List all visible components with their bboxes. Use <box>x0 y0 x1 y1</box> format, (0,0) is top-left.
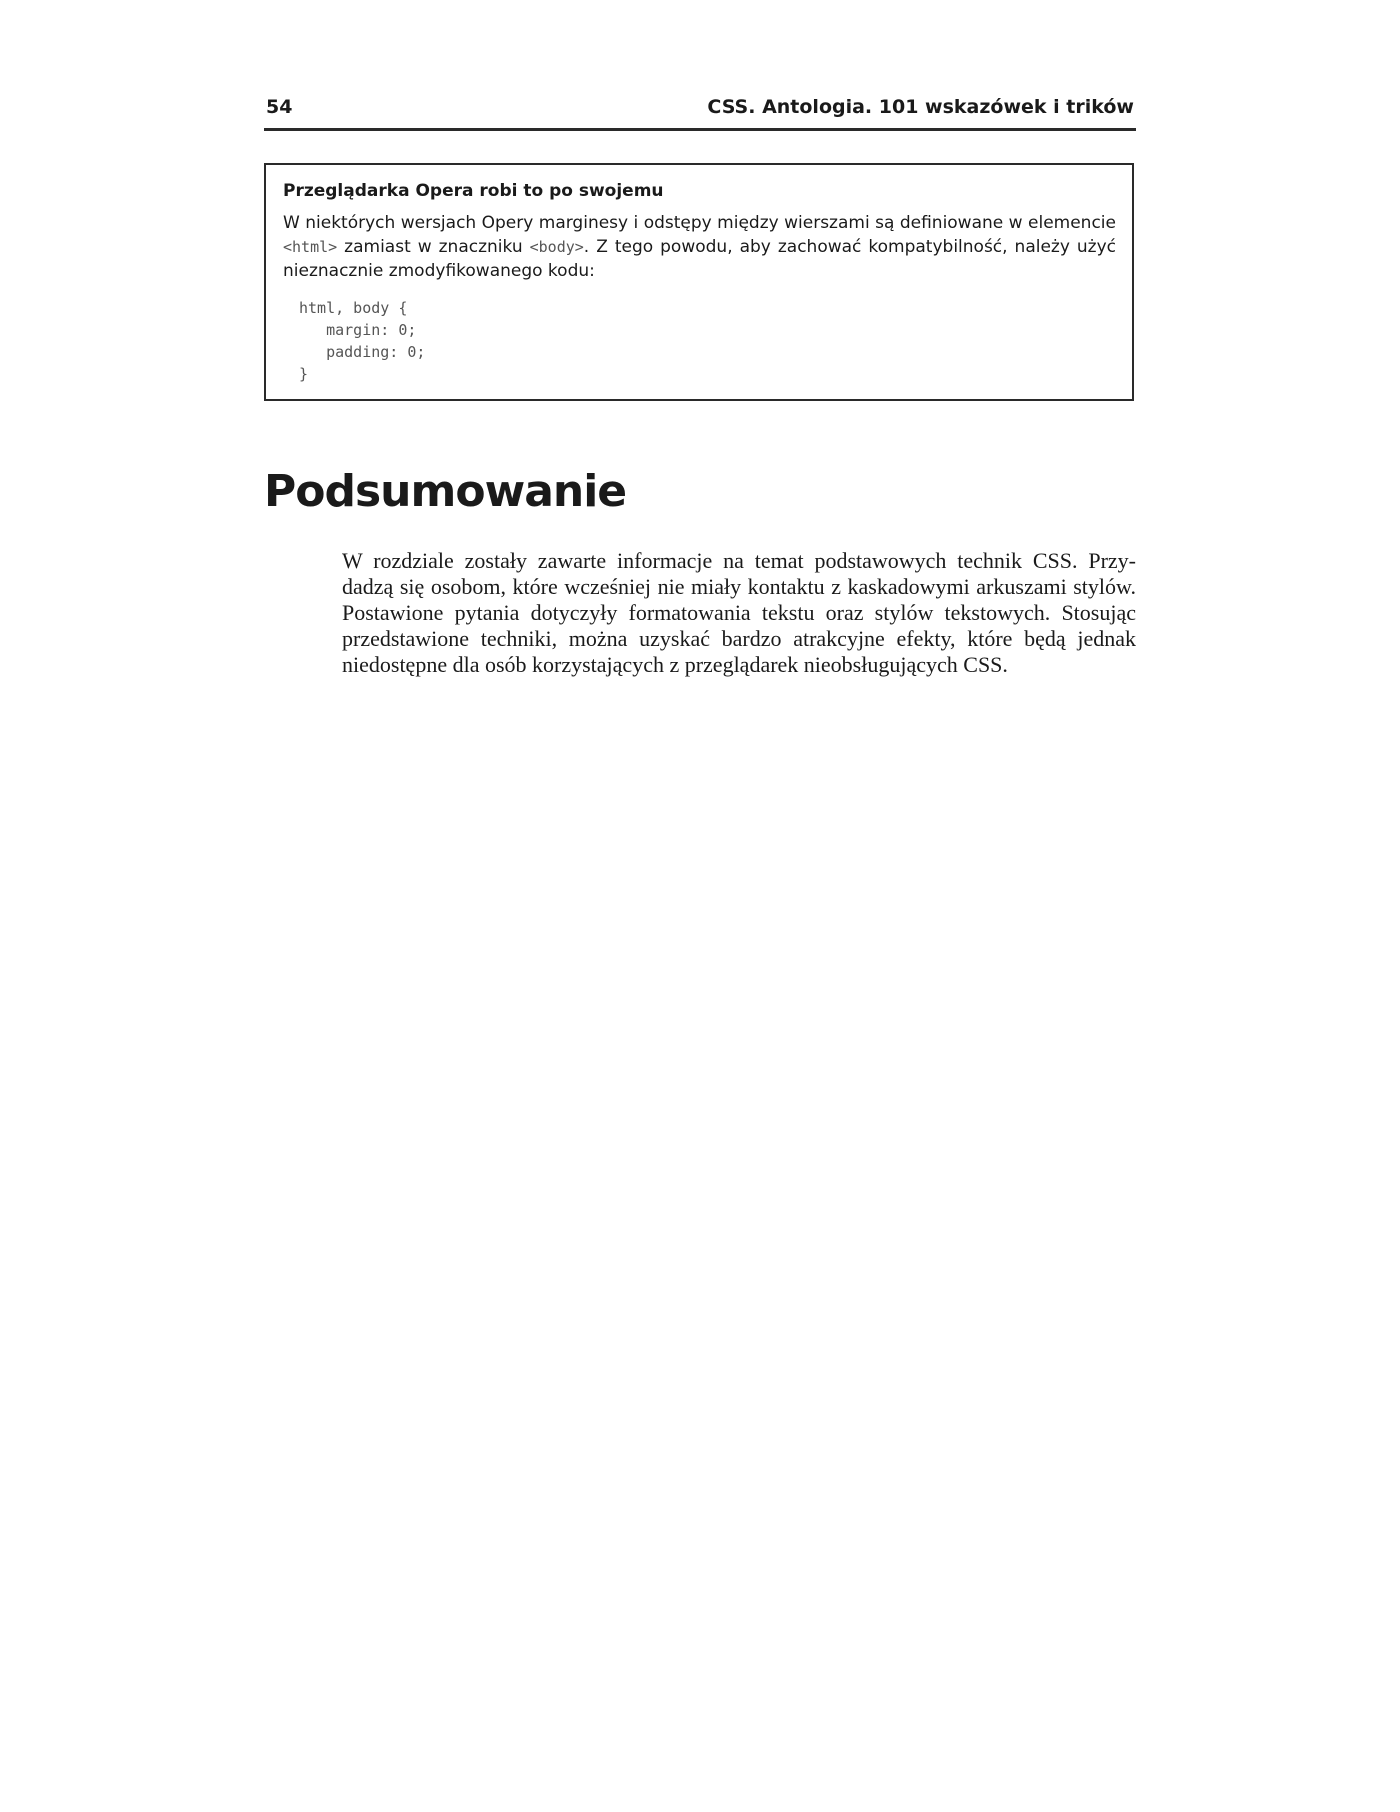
code-line: } <box>299 365 309 383</box>
code-block <box>299 297 1116 385</box>
note-text-part1: W niektórych wersjach Opery marginesy i odstępy między wierszami są definiowane w elemencie <box>283 213 1116 233</box>
running-header <box>264 92 1136 131</box>
note-text <box>283 211 1116 283</box>
note-text-part2: zamiast w znaczniku <box>337 237 530 257</box>
page-number: 54 <box>266 96 293 118</box>
book-title: CSS. Antologia. 101 wskazówek i trików <box>707 96 1134 118</box>
code-line: html, body { <box>299 299 408 317</box>
code-line: padding: 0; <box>299 343 426 361</box>
note-title: Przeglądarka Opera robi to po swojemu <box>283 181 664 201</box>
note-text-part3: . Z tego powodu, aby zachować kompatybilność, należy użyć nieznacznie zmodyfikowanego kodu: <box>283 237 1116 281</box>
code-body-tag: <body> <box>529 238 584 256</box>
code-line: margin: 0; <box>299 321 417 339</box>
summary-paragraph <box>342 548 1136 678</box>
note-box <box>264 163 1134 401</box>
paragraph-line: przedstawione techniki, można uzyskać bardzo atrakcyjne efekty, które będą jednak <box>342 626 1136 651</box>
paragraph-line: Postawione pytania dotyczyły formatowania tekstu oraz stylów tekstowych. Stosując <box>342 600 1136 625</box>
paragraph-line: niedostępne dla osób korzystających z przeglądarek nieobsługujących CSS. <box>342 652 1008 677</box>
paragraph-line: W rozdziale zostały zawarte informacje na temat podstawowych technik CSS. Przy- <box>342 548 1136 573</box>
section-heading: Podsumowanie <box>264 466 627 517</box>
paragraph-line: dadzą się osobom, które wcześniej nie miały kontaktu z kaskadowymi arkuszami stylów. <box>342 574 1136 599</box>
code-html-tag: <html> <box>283 238 338 256</box>
